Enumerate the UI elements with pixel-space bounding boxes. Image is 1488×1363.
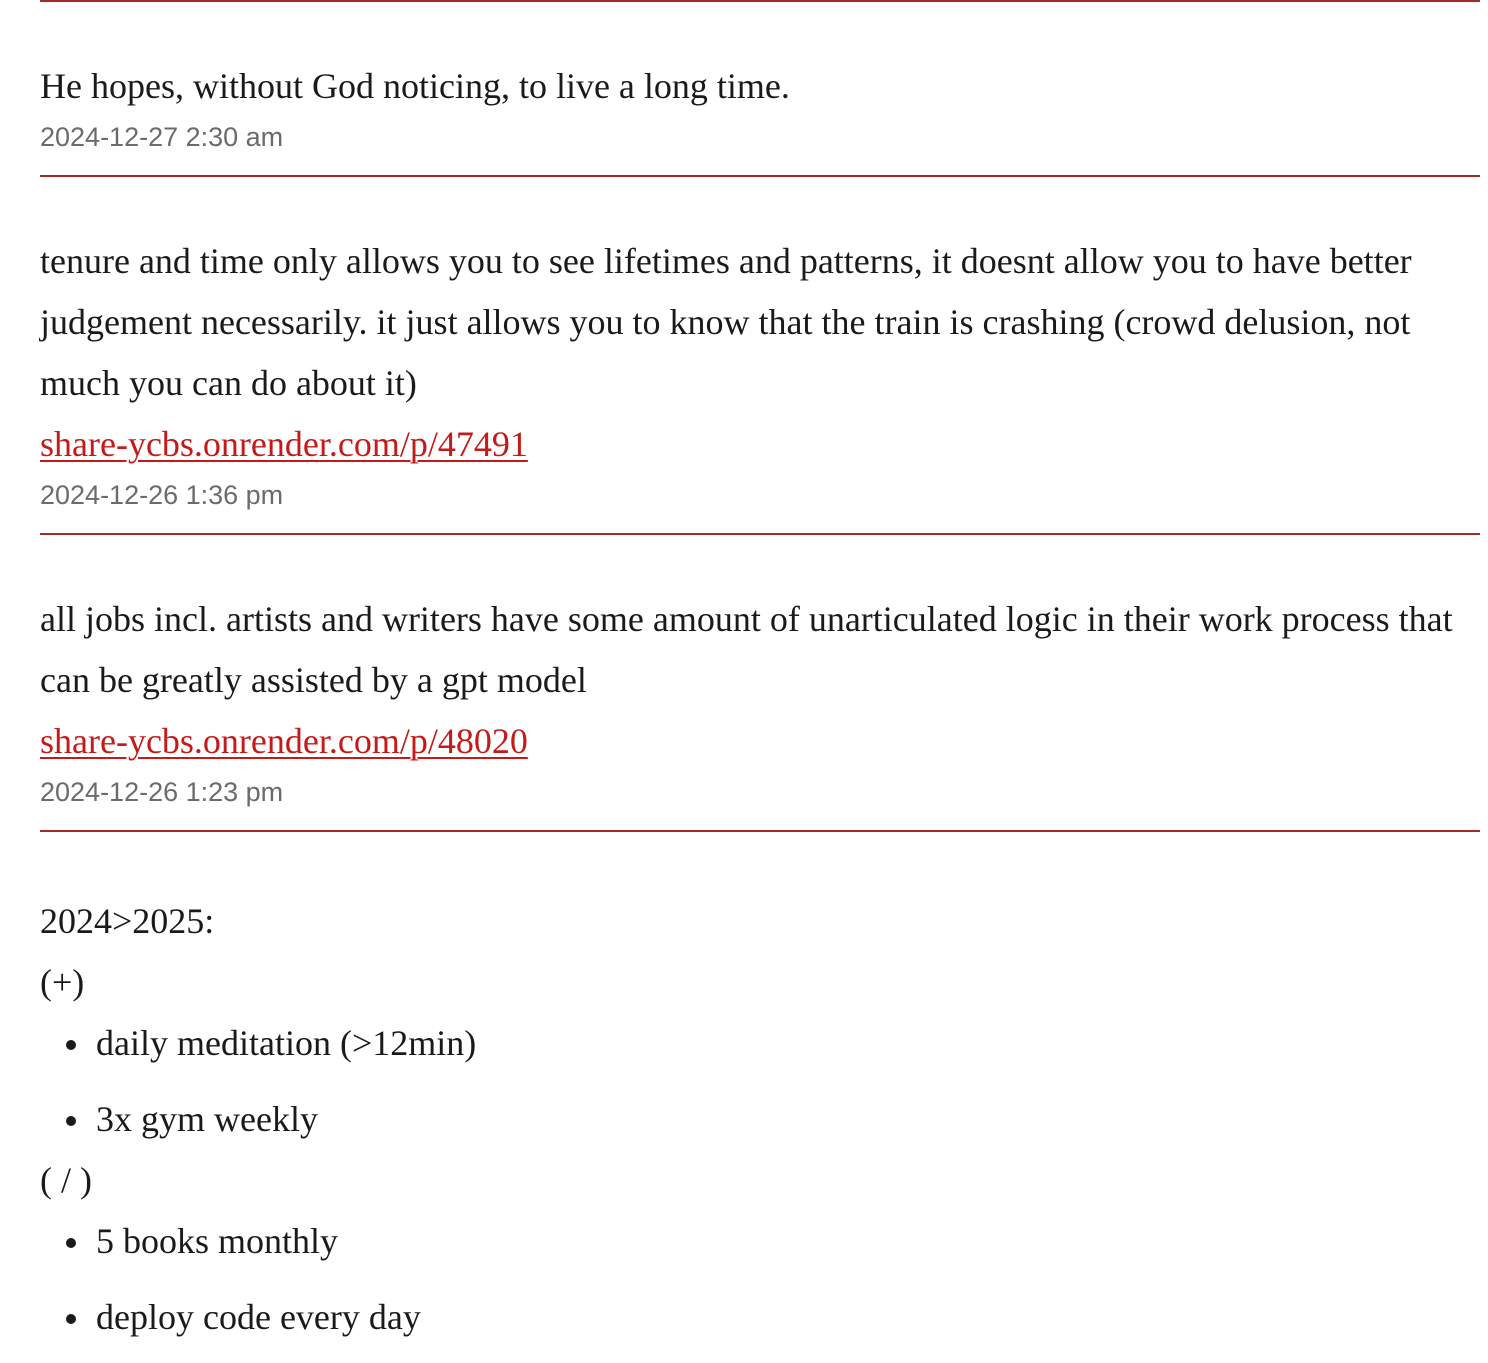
neutral-list [40,1211,1480,1348]
list-item-label: daily meditation (>12min) [96,1023,477,1063]
post-link[interactable]: share-ycbs.onrender.com/p/47491 [40,424,528,464]
plus-label: (+) [40,962,85,1002]
goals-heading: 2024>2025: [40,901,215,941]
post-item [40,177,1480,533]
list-item [96,1013,1480,1074]
list-item [96,1287,1480,1348]
bullet-icon [66,1040,76,1050]
list-item-label: deploy code every day [96,1297,421,1337]
plus-list [40,1013,1480,1150]
post-item [40,535,1480,830]
bullet-icon [66,1314,76,1324]
post-text: all jobs incl. artists and writers have some amount of unarticulated logic in their work process that can be greatly assisted by a gpt model [40,599,1462,700]
post-item [40,2,1480,175]
post-link[interactable]: share-ycbs.onrender.com/p/48020 [40,721,528,761]
post-timestamp: 2024-12-27 2:30 am [40,122,284,152]
bullet-icon [66,1116,76,1126]
goals-post [40,832,1480,1348]
post-feed [40,0,1480,1363]
bullet-icon [66,1238,76,1248]
post-text: tenure and time only allows you to see lifetimes and patterns, it doesnt allow you to have better judgement necessarily. it just allows you to know that the train is crashing (crowd delusion, not much you can do about it) [40,241,1421,403]
post-text: He hopes, without God noticing, to live a long time. [40,66,790,106]
list-item [96,1211,1480,1272]
post-timestamp: 2024-12-26 1:36 pm [40,480,284,510]
list-item-label: 3x gym weekly [96,1099,318,1139]
post-timestamp: 2024-12-26 1:23 pm [40,777,284,807]
list-item-label: 5 books monthly [96,1221,339,1261]
list-item [96,1089,1480,1150]
neutral-label: ( / ) [40,1160,92,1200]
